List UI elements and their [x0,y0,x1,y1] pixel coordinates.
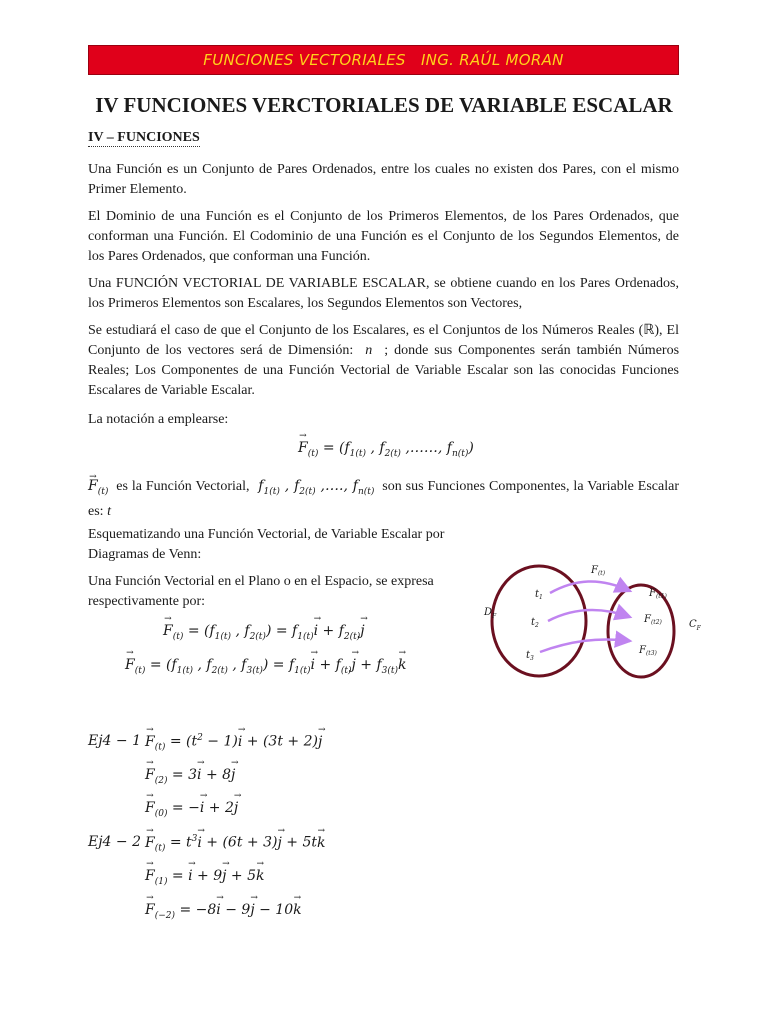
paragraph-4 [88,320,679,401]
paragraph-1: Una Función es un Conjunto de Pares Ordenados, entre los cuales no existen dos Pares, con el mismo Primer Elemento. [88,162,679,197]
example-1-label: Ej4 − 1 [88,733,142,749]
paragraph-6: → $F_{(t)}$ es la Función Vectorial, $f_{1(t)}$ , $f_{2(t)}$ ,…., $f_{n(t)}$ son sus Funciones Componentes, la Variable Escalar es: t [88,476,679,522]
page-title: IV FUNCIONES VERCTORIALES DE VARIABLE ESCALAR [95,93,673,117]
example-1-eval-0: → $F_{(0)}$ = −→ i + 2→ j [145,800,238,819]
dimension-n: n [365,343,373,358]
example-2-eval-neg2: → $F_{(-2)} = -8\to i - 9\to j - 10\to k$ [145,902,302,921]
variable-t: t [107,503,111,519]
p4-text-c: ; donde sus Componentes serán también Números Reales; Los Componentes de una Función Vectorial de Variable Escalar son las conocidas Funciones Escalares de Variable Escalar. [88,343,680,398]
paragraph-7: Esquematizando una Función Vectorial, de Variable Escalar por Diagramas de Venn: [88,527,445,562]
top-label: $F_{(t)}$ [591,565,606,577]
section-heading: IV – FUNCIONES [88,130,200,145]
notation-formula: → $F_{(t)} = (f_{1(t)}$ , $f_{2(t)}$ ,……, $f_{n(t)}$) [298,440,474,459]
paragraph-8: Una Función Vectorial en el Plano o en el Espacio, se expresa respectivamente por: [88,574,434,609]
reals-symbol: ℝ [643,322,655,338]
space-formula: → $F_{(t)} = (f_{1(t)}$ , $f_{2(t)}$ , $f_{3(t)}) = f_{1(t)}\to i + f_{(t)}\to j + f_{3(t)}\to k$ [125,657,406,676]
t1-label: $t_1$ [535,589,543,601]
t3-label: $t_3$ [526,650,534,662]
example-2-label: Ej4 − 2 [88,834,142,850]
domain-set [492,566,586,676]
p6-text-b: son sus Funciones Componentes, la Variable Escalar es: [88,479,679,519]
example-2-function: → $F_{(t)} = t^3\to i + (6t + 3)\to j + 5t\to k$ [145,834,325,853]
venn-diagram [470,555,710,725]
image-label-3: $F_{(t3)}$ [639,645,657,657]
example-2-eval-1: → $F_{(1)}$ = → i + 9→ j + 5→ k [145,868,265,887]
header-banner [88,45,679,75]
t2-label: $t_2$ [531,617,539,629]
mapping-arrow-2 [548,610,630,621]
image-label-1: $F_{(t1)}$ [649,588,667,600]
example-1-eval-2: → $F_{(2)} = 3\to i + 8\to j$ [145,767,235,786]
mapping-arrow-1 [550,581,630,593]
domain-label: $D_F$ [484,607,497,620]
banner-text: FUNCIONES VECTORIALES ING. RAÚL MORAN [203,51,564,69]
image-label-2: $F_{(t2)}$ [644,614,662,626]
p4-text-b: ), El Conjunto de los vectores será de Dimensión: [88,323,679,358]
p6-text-a: es la Función Vectorial, [116,479,250,494]
mapping-arrow-3 [540,639,630,652]
paragraph-2: El Dominio de una Función es el Conjunto de los Primeros Elementos, de los Pares Ordenados, que conforman una Función. El Codominio de una Función es el Conjunto de los Segundos Elementos, de los Pares Ordenados, que conforman una Función. [88,209,679,264]
p4-text-a: Se estudiará el caso de que el Conjunto de los Escalares, es el Conjuntos de los Números Reales ( [88,323,644,338]
paragraph-3: Una FUNCIÓN VECTORIAL DE VARIABLE ESCALAR, se obtiene cuando en los Pares Ordenados, los Primeros Elementos son Escalares, los Segundos Elementos son Vectores, [88,276,679,311]
paragraph-5: La notación a emplearse: [88,412,229,427]
codomain-label: $C_F$ [689,619,701,632]
plane-formula: → $F_{(t)} = (f_{1(t)}$ , $f_{2(t)}) = f_{1(t)}\to i + f_{2(t)}\to j$ [163,623,365,642]
example-1-function: → $F_{(t)} = (t^2 - 1)\to i + (3t + 2)\to j$ [145,733,322,752]
